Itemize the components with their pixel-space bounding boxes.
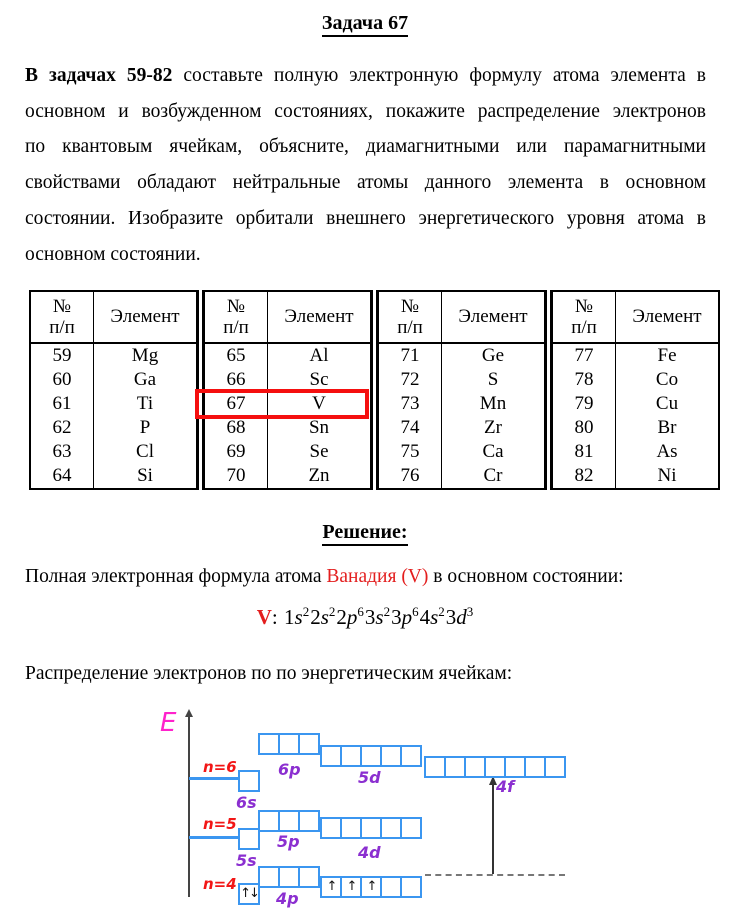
task-number-cell: 77 [549, 343, 616, 368]
header-num-line1: № [226, 296, 246, 317]
task-number-cell: 63 [30, 440, 94, 464]
element-symbol-cell: Mn [442, 392, 549, 416]
orbital-cell [340, 876, 362, 898]
task-number-cell: 61 [30, 392, 94, 416]
orbital-cell [524, 756, 546, 778]
orbital-cell [258, 866, 280, 888]
header-num-line1: № [400, 296, 420, 317]
orbital-cells-6p [258, 733, 320, 755]
element-symbol-cell: Al [268, 343, 375, 368]
orbital-label-4p: 4p [276, 889, 299, 908]
element-symbol-cell: Co [616, 368, 720, 392]
element-symbol-cell: Si [94, 464, 201, 489]
element-symbol-cell: Sn [268, 416, 375, 440]
element-symbol-cell: Zn [268, 464, 375, 489]
element-symbol-cell: Ni [616, 464, 720, 489]
solution-line-1-suffix: в основном состоянии: [428, 566, 624, 587]
orbital-cell [298, 866, 320, 888]
orbital-cell [278, 810, 300, 832]
task-number-cell: 80 [549, 416, 616, 440]
orbital-cells-5p [258, 810, 320, 832]
element-symbol-cell: Ti [94, 392, 201, 416]
task-number-cell: 78 [549, 368, 616, 392]
orbital-cell [400, 876, 422, 898]
formula-term: $3s^2$ [364, 604, 391, 629]
task-number-cell: 82 [549, 464, 616, 489]
task-number-cell: 60 [30, 368, 94, 392]
orbital-label-6s: 6s [236, 793, 257, 812]
task-number-cell: 68 [201, 416, 268, 440]
orbital-cell [380, 745, 402, 767]
orbital-label-4f: 4f [496, 777, 515, 796]
orbital-cell [544, 756, 566, 778]
task-number-cell: 62 [30, 416, 94, 440]
orbital-label-5p: 5p [277, 832, 300, 851]
header-num-line2: п/п [397, 317, 423, 338]
level-tick-line [189, 777, 238, 780]
task-number-cell: 79 [549, 392, 616, 416]
element-symbol-cell: As [616, 440, 720, 464]
element-symbol-cell: Ca [442, 440, 549, 464]
task-number-cell: 66 [201, 368, 268, 392]
task-number-cell: 65 [201, 343, 268, 368]
header-num-line2: п/п [223, 317, 249, 338]
element-symbol-cell: Ga [94, 368, 201, 392]
formula-term: $2s^2$ [310, 604, 336, 629]
orbital-cell [400, 817, 422, 839]
header-num-line2: п/п [49, 317, 75, 338]
formula-term: $3p^6$ [391, 604, 419, 629]
formula-term: $3d^3$ [445, 604, 474, 629]
orbital-cells-3d [320, 876, 422, 898]
orbital-cells-4d [320, 817, 422, 839]
element-symbol-cell: Br [616, 416, 720, 440]
orbital-cell [278, 733, 300, 755]
orbital-cell [380, 876, 402, 898]
orbital-cell [360, 817, 382, 839]
formula-colon: : [271, 605, 283, 629]
orbital-cell [484, 756, 506, 778]
element-symbol-cell: Mg [94, 343, 201, 368]
element-symbol-cell: Cr [442, 464, 549, 489]
intro-line: состоянии. Изобразите орбитали внешнего энергетического уровня атома в [25, 207, 706, 229]
orbital-cell [298, 810, 320, 832]
intro-line: В задачах 59-82 составьте полную электронную формулу атома элемента в [25, 65, 706, 86]
orbital-cells-5s [238, 828, 260, 850]
solution-line-2: Распределение электронов по по энергетическим ячейкам: [25, 663, 513, 684]
orbital-cells-6s [238, 770, 260, 792]
formula-term: $1s^2$ [284, 604, 310, 629]
orbital-cells-4s [238, 883, 260, 905]
element-symbol-cell: Se [268, 440, 375, 464]
intro-line: основном и возбужденном состояниях, покажите распределение электронов [25, 100, 706, 122]
task-number-cell: 59 [30, 343, 94, 368]
orbital-cell [504, 756, 526, 778]
intro-line: основном состоянии. [25, 243, 201, 265]
orbital-cell [340, 745, 362, 767]
orbital-cells-5d [320, 745, 422, 767]
orbital-cell [360, 876, 382, 898]
header-num-line1: № [52, 296, 72, 317]
orbital-cell [238, 828, 260, 850]
task-number-cell: 74 [375, 416, 442, 440]
level-label-n-5: n=5 [203, 815, 237, 833]
orbital-cell [320, 745, 342, 767]
orbital-label-5d: 5d [358, 768, 381, 787]
electron-arrows: ↑ [366, 879, 376, 894]
orbital-cell [424, 756, 446, 778]
task-number-cell: 64 [30, 464, 94, 489]
orbital-cell [298, 733, 320, 755]
orbital-cell [320, 817, 342, 839]
intro-bold-range: В задачах 59-82 [25, 65, 173, 86]
header-element-cell: Элемент [268, 291, 375, 343]
orbital-label-5s: 5s [236, 851, 257, 870]
element-symbol-cell: Cl [94, 440, 201, 464]
element-symbol-cell: Zr [442, 416, 549, 440]
task-number-cell: 71 [375, 343, 442, 368]
electron-arrows: ↑↓ [240, 886, 258, 901]
task-number-cell: 76 [375, 464, 442, 489]
dashed-reference-line [425, 874, 565, 876]
orbital-cell [258, 810, 280, 832]
intro-line: по квантовым ячейкам, объясните, диамагнитными или парамагнитными [25, 136, 706, 158]
page-title-text: Задача 67 [322, 12, 408, 37]
element-symbol-cell: Cu [616, 392, 720, 416]
element-symbol-cell: P [94, 416, 201, 440]
energy-axis [188, 716, 190, 897]
intro-line: свойствами обладают нейтральные атомы данного элемента в основном [25, 172, 706, 194]
header-element-cell: Элемент [616, 291, 720, 343]
orbital-cell [320, 876, 342, 898]
orbital-cell [400, 745, 422, 767]
orbital-cell [444, 756, 466, 778]
task-number-cell: 67 [201, 392, 268, 416]
level-tick-line [189, 836, 238, 839]
task-number-cell: 72 [375, 368, 442, 392]
electron-arrows: ↑ [346, 879, 356, 894]
task-number-cell: 81 [549, 440, 616, 464]
formula-element-symbol: V [256, 605, 272, 629]
task-number-cell: 73 [375, 392, 442, 416]
promotion-arrow-4f [492, 784, 494, 874]
element-symbol-cell: Ge [442, 343, 549, 368]
element-symbol-cell: Fe [616, 343, 720, 368]
header-num-line2: п/п [571, 317, 597, 338]
formula-term: $4s^2$ [419, 604, 445, 629]
level-label-n-4: n=4 [203, 875, 237, 893]
orbital-cell [360, 745, 382, 767]
orbital-cell [238, 883, 260, 905]
element-name-red: Ванадия (V) [326, 566, 429, 587]
element-symbol-cell: S [442, 368, 549, 392]
orbital-cell [380, 817, 402, 839]
orbital-cell [238, 770, 260, 792]
orbital-cell [340, 817, 362, 839]
header-num-line1: № [574, 296, 594, 317]
formula-term: $2p^6$ [336, 604, 364, 629]
orbital-label-6p: 6p [278, 760, 301, 779]
solution-line-1-prefix: Полная электронная формула атома [25, 566, 327, 587]
energy-axis-label: E [160, 708, 177, 738]
orbital-cell [278, 866, 300, 888]
header-element-cell: Элемент [94, 291, 201, 343]
header-element-cell: Элемент [442, 291, 549, 343]
orbital-cell [464, 756, 486, 778]
orbital-cells-4p [258, 866, 320, 888]
orbital-cell [258, 733, 280, 755]
level-label-n-6: n=6 [203, 758, 237, 776]
solution-heading-text: Решение: [322, 521, 407, 546]
task-number-cell: 69 [201, 440, 268, 464]
element-symbol-cell: V [268, 392, 375, 416]
element-symbol-cell: Sc [268, 368, 375, 392]
energy-axis-arrow-icon [185, 709, 193, 717]
electron-arrows: ↑ [326, 879, 336, 894]
task-number-cell: 75 [375, 440, 442, 464]
orbital-cells-4f [424, 756, 566, 778]
task-number-cell: 70 [201, 464, 268, 489]
orbital-label-4d: 4d [358, 843, 381, 862]
